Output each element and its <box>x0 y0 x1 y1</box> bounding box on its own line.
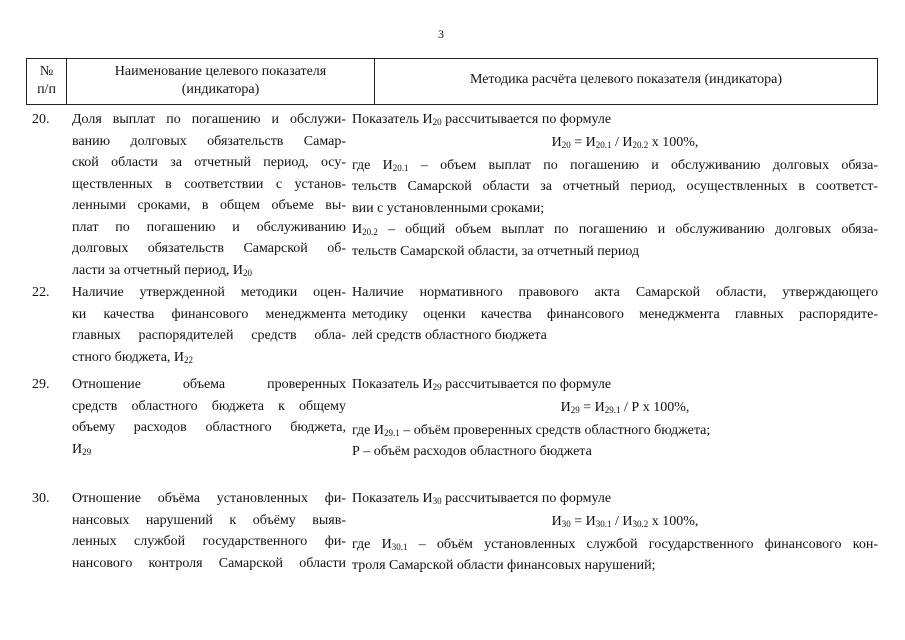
method-intro <box>352 109 878 131</box>
name-line: плат по погашению и обслуживанию <box>72 219 346 235</box>
method-text: где И <box>352 536 392 552</box>
calculation-method <box>352 374 878 463</box>
formula-text: / И <box>611 513 633 529</box>
method-line: тельств Самарской области за отчетный период, осуществленных в соответст- <box>352 179 878 194</box>
name-line: ванию долговых обязательств Самар- <box>72 133 346 149</box>
calculation-method <box>352 109 878 262</box>
method-text: – объём проверенных средств областного бюджета; <box>399 422 711 438</box>
formula-text: И <box>551 513 562 529</box>
name-line <box>72 347 346 369</box>
formula-subscript: 30 <box>561 518 571 529</box>
method-text: Показатель И <box>352 491 433 506</box>
method-subscript: 30 <box>432 496 442 506</box>
method-line: Р – объём расходов областного бюджета <box>352 444 592 459</box>
method-text: – объем выплат по погашению и обслуживанию долговых обяза- <box>408 157 878 173</box>
method-text: Показатель И <box>352 112 433 127</box>
method-text: рассчитывается по формуле <box>441 377 612 392</box>
method-line <box>352 420 878 442</box>
method-line: тельств Самарской области, за отчетный период <box>352 243 640 259</box>
name-text: И <box>72 441 83 457</box>
formula-subscript: 20 <box>561 139 571 150</box>
method-line <box>352 219 878 241</box>
formula-text: х 100%, <box>648 513 699 529</box>
table-header <box>26 58 878 105</box>
method-intro <box>352 374 878 396</box>
method-line <box>352 155 878 177</box>
method-text: где И <box>352 422 384 438</box>
header-col-method: Методика расчёта целевого показателя (индикатора) <box>469 72 783 87</box>
formula-text: = И <box>570 134 596 150</box>
formula-subscript: 20.1 <box>595 139 612 150</box>
row-number: 29. <box>32 377 50 392</box>
formula-text: / И <box>611 134 633 150</box>
name-line: Доля выплат по погашению и обслужи- <box>72 112 346 127</box>
formula <box>352 396 878 420</box>
name-line: нансового контроля Самарской области <box>72 555 346 571</box>
formula-subscript: 29 <box>570 404 580 415</box>
name-line: средств областного бюджета к общему <box>72 398 346 414</box>
formula-subscript: 30.1 <box>595 518 612 529</box>
name-line: ской области за отчетный период, осу- <box>72 155 346 170</box>
method-subscript: 20.1 <box>392 162 409 173</box>
method-text: Показатель И <box>352 377 433 392</box>
method-text: рассчитывается по формуле <box>441 112 612 127</box>
method-intro <box>352 488 878 510</box>
page-number: 3 <box>438 27 444 41</box>
method-line: вии с установленными сроками; <box>352 200 545 216</box>
name-line: Отношение объёма установленных фи- <box>72 491 346 506</box>
name-line: нансовых нарушений к объёму выяв- <box>72 512 346 528</box>
formula <box>352 510 878 534</box>
name-subscript: 29 <box>82 446 92 457</box>
row-number: 30. <box>32 491 50 506</box>
method-subscript: 30.1 <box>391 541 408 552</box>
name-line: главных распорядителей средств обла- <box>72 328 346 343</box>
formula-text: И <box>560 399 571 415</box>
method-text: – общий объем выплат по погашению и обслуживанию долговых обяза- <box>377 222 878 237</box>
header-col-number <box>27 59 67 104</box>
name-line: объему расходов областного бюджета, <box>72 420 346 435</box>
name-line <box>72 439 346 461</box>
method-line: методику оценки качества финансового менеджмента главных распорядите- <box>352 306 878 322</box>
method-line <box>352 534 878 556</box>
header-name-line1: Наименование целевого показателя <box>114 64 327 79</box>
indicator-name <box>72 282 346 368</box>
name-line: ки качества финансового менеджмента <box>72 306 346 322</box>
method-subscript: 20.2 <box>362 227 378 237</box>
method-subscript: 20 <box>432 117 442 127</box>
formula-subscript: 29.1 <box>604 404 621 415</box>
calculation-method <box>352 282 878 347</box>
indicator-name <box>72 109 346 281</box>
indicator-name <box>72 488 346 574</box>
indicator-name <box>72 374 346 460</box>
header-number-label: п/п <box>37 82 56 97</box>
method-line: троля Самарской области финансовых нарушений; <box>352 558 656 573</box>
formula-text: = И <box>579 399 605 415</box>
name-line <box>72 260 346 282</box>
name-line: Отношение объема проверенных <box>72 377 346 392</box>
method-line: Наличие нормативного правового акта Самарской области, утверждающего <box>352 285 878 300</box>
name-subscript: 20 <box>243 267 252 278</box>
name-line: долговых обязательств Самарской об- <box>72 241 346 256</box>
name-line: ществленных в соответствии с установ- <box>72 176 346 192</box>
formula-text: х 100%, <box>648 134 699 150</box>
method-text: – объём установленных службой государственного финансового кон- <box>407 536 878 552</box>
name-text: стного бюджета, И <box>72 349 185 365</box>
header-number-sign: № <box>39 64 54 79</box>
formula-subscript: 30.2 <box>632 518 649 529</box>
header-col-name <box>67 59 375 104</box>
name-line: Наличие утвержденной методики оцен- <box>72 285 346 300</box>
row-number: 22. <box>32 285 50 300</box>
formula <box>352 131 878 155</box>
name-line: ленными сроками, в общем объеме вы- <box>72 198 346 213</box>
method-subscript: 29.1 <box>384 427 400 438</box>
formula-text: И <box>551 134 562 150</box>
method-text: рассчитывается по формуле <box>441 491 612 506</box>
method-text: где И <box>352 157 393 173</box>
header-name-line2: (индикатора) <box>181 82 260 97</box>
calculation-method <box>352 488 878 577</box>
formula-subscript: 20.2 <box>632 139 649 150</box>
name-line: ленных службой государственного фи- <box>72 534 346 549</box>
formula-text: = И <box>570 513 596 529</box>
formula-text: / Р х 100%, <box>620 399 690 415</box>
method-line: лей средств областного бюджета <box>352 328 547 343</box>
name-subscript: 22 <box>184 354 194 365</box>
method-text: И <box>352 222 363 237</box>
name-text: ласти за отчетный период, И <box>72 262 243 278</box>
method-subscript: 29 <box>432 382 442 392</box>
row-number: 20. <box>32 112 50 127</box>
